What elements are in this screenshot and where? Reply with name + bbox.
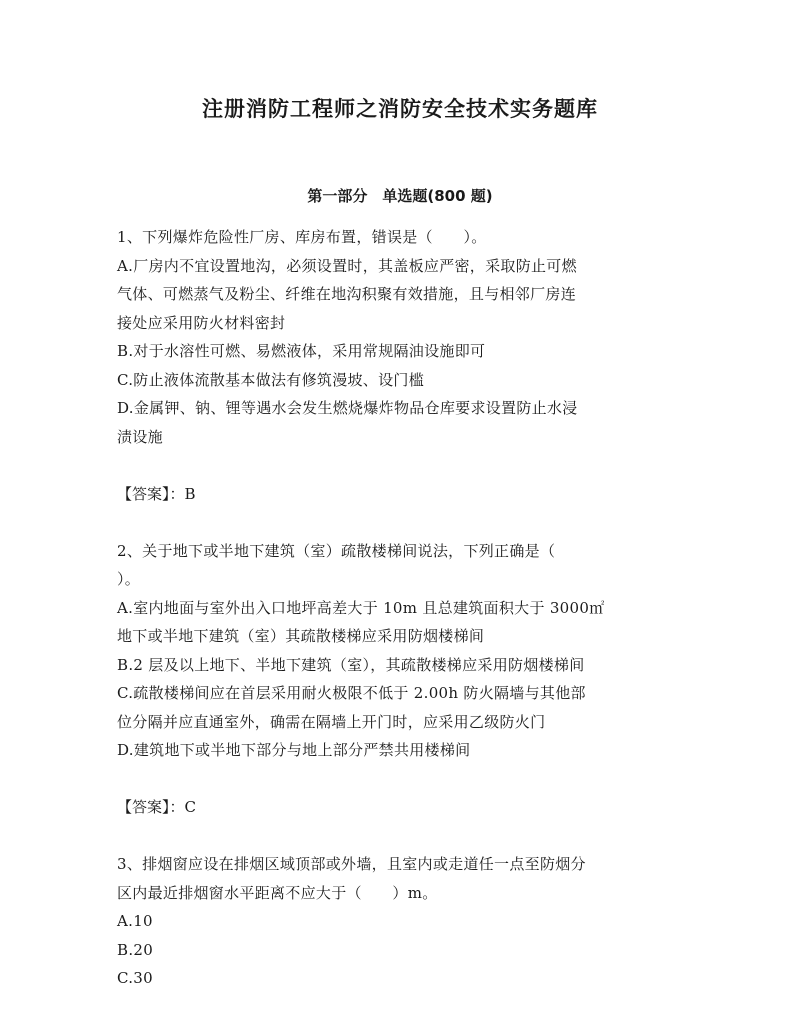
question-1 [117, 223, 687, 537]
option-a: A.厂房内不宜设置地沟，必须设置时，其盖板应严密，采取防止可燃 [117, 256, 577, 275]
spacer [117, 765, 687, 794]
question-stem-cont: ）。 [117, 570, 141, 588]
option-a-cont: 接处应采用防火材料密封 [117, 313, 286, 332]
option-b: B.对于水溶性可燃、易燃液体，采用常规隔油设施即可 [117, 342, 486, 360]
option-d: D.金属钾、钠、锂等遇水会发生燃烧爆炸物品仓库要求设置防止水浸 [117, 399, 578, 417]
option-c: C.30 [117, 969, 153, 987]
option-c: C.防止液体流散基本做法有修筑漫坡、设门槛 [117, 370, 425, 389]
option-c: C.疏散楼梯间应在首层采用耐火极限不低于 2.00h 防火隔墙与其他部 [117, 684, 586, 702]
document-title: 注册消防工程师之消防安全技术实务题库 [202, 97, 598, 121]
option-b: B.2 层及以上地下、半地下建筑（室），其疏散楼梯应采用防烟楼梯间 [117, 655, 585, 674]
question-stem: 1、下列爆炸危险性厂房、库房布置，错误是（ ）。 [117, 228, 487, 246]
spacer [117, 508, 687, 537]
option-a-cont: 地下或半地下建筑（室）其疏散楼梯应采用防烟楼梯间 [117, 627, 485, 645]
spacer [117, 451, 687, 480]
answer-line: 【答案】：B [117, 484, 196, 503]
question-2 [117, 537, 687, 851]
option-b: B.20 [117, 940, 154, 959]
option-a: A.10 [117, 912, 153, 930]
question-3 [117, 850, 687, 993]
section-heading: 第一部分 单选题(800 题) [307, 187, 493, 205]
question-stem: 2、关于地下或半地下建筑（室）疏散楼梯间说法，下列正确是（ [117, 541, 556, 560]
option-d-cont: 渍设施 [117, 427, 163, 446]
question-list [117, 223, 687, 993]
answer-line: 【答案】：C [117, 798, 196, 816]
question-stem-cont: 区内最近排烟窗水平距离不应大于（ ）m。 [117, 883, 438, 902]
option-c-cont: 位分隔并应直通室外，确需在隔墙上开门时，应采用乙级防火门 [117, 712, 546, 731]
option-a-cont: 气体、可燃蒸气及粉尘、纤维在地沟积聚有效措施，且与相邻厂房连 [117, 285, 577, 303]
option-a: A.室内地面与室外出入口地坪高差大于 10m 且总建筑面积大于 3000㎡ [117, 598, 605, 617]
spacer [117, 822, 687, 851]
question-stem: 3、排烟窗应设在排烟区域顶部或外墙，且室内或走道任一点至防烟分 [117, 855, 586, 873]
option-d: D.建筑地下或半地下部分与地上部分严禁共用楼梯间 [117, 741, 471, 759]
